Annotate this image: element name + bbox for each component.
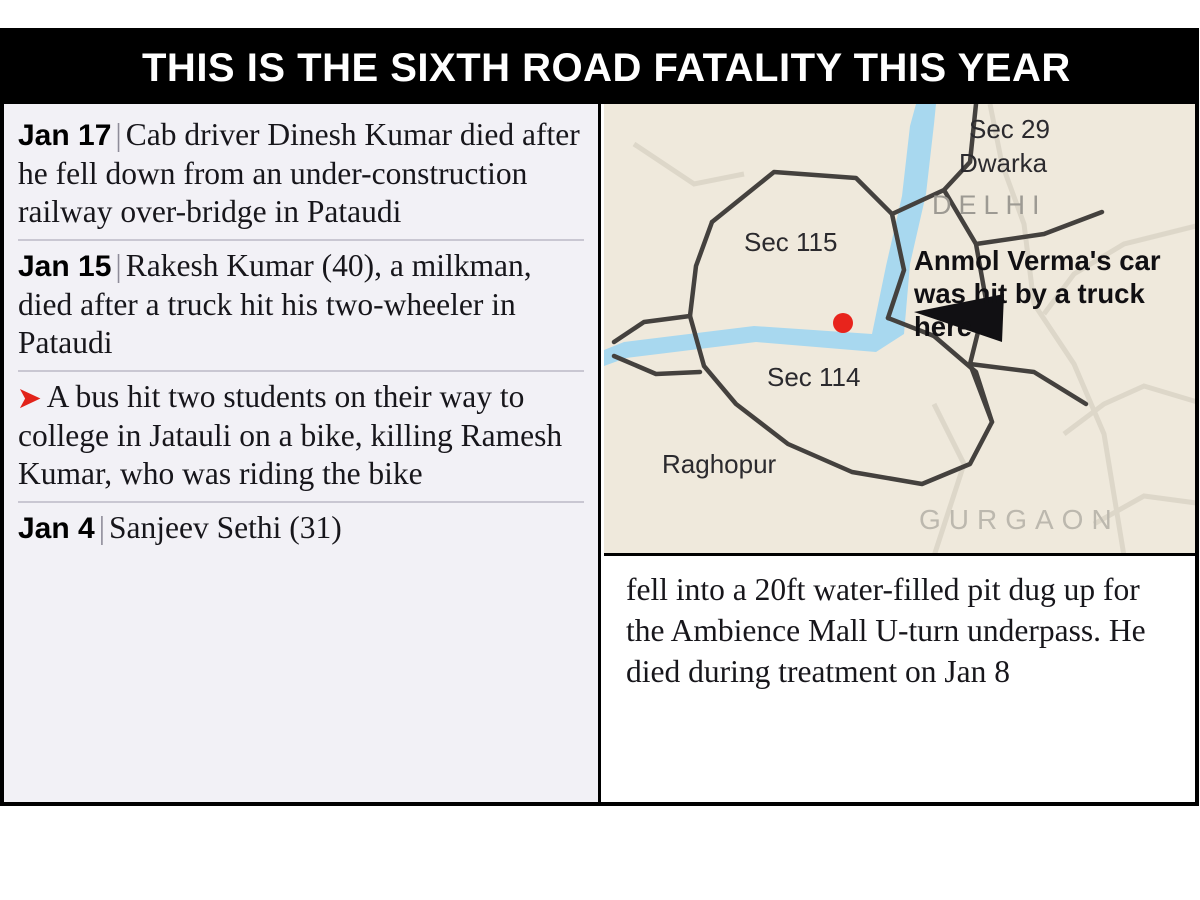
- entry-description: A bus hit two students on their way to college in Jatauli on a bike, killing Ramesh Kumar, who was riding the bike: [18, 379, 563, 491]
- map-label-sec-115: Sec 115: [744, 227, 838, 257]
- body-area: [4, 104, 1195, 802]
- map-label-sec-114: Sec 114: [767, 362, 861, 392]
- map-label-gurgaon: GURGAON: [919, 504, 1120, 535]
- entry-date: Jan 17: [18, 119, 112, 152]
- list-item: [18, 241, 584, 372]
- map-label-raghopur: Raghopur: [662, 449, 777, 479]
- entry-description: Rakesh Kumar (40), a milkman, died after a truck hit his two-wheeler in Pataudi: [18, 248, 532, 360]
- infographic-frame: [0, 28, 1199, 806]
- caption-panel: [604, 559, 1195, 802]
- map-label-sec-29: Sec 29: [969, 114, 1050, 144]
- caption-text: fell into a 20ft water-filled pit dug up for the Ambience Mall U-turn underpass. He died during treatment on Jan 8: [626, 572, 1146, 689]
- location-map: [604, 104, 1195, 556]
- entry-body: [18, 247, 584, 362]
- entry-body: [18, 509, 584, 548]
- list-item: [18, 503, 584, 556]
- map-callout-text: Anmol Verma's car was hit by a truck here: [914, 245, 1161, 342]
- entry-separator: |: [115, 248, 122, 283]
- entry-separator: |: [98, 510, 106, 545]
- list-item: [18, 110, 584, 241]
- entry-body: [18, 378, 584, 493]
- entry-body: [18, 116, 584, 231]
- timeline-column: [4, 104, 601, 802]
- entry-date: Jan 15: [18, 250, 112, 283]
- list-item: [18, 372, 584, 503]
- entry-description: Cab driver Dinesh Kumar died after he fell down from an under-construction railway over-bridge in Pataudi: [18, 117, 580, 229]
- entry-date: Jan 4: [18, 512, 95, 545]
- entry-description: Sanjeev Sethi (31): [109, 510, 342, 545]
- arrow-bullet-icon: ➤: [18, 383, 41, 413]
- header-bar: [4, 32, 1195, 104]
- page-title: THIS IS THE SIXTH ROAD FATALITY THIS YEAR: [142, 46, 1071, 90]
- map-label-delhi: DELHI: [932, 190, 1047, 220]
- incident-marker-icon: [833, 313, 853, 333]
- map-label-dwarka: Dwarka: [959, 148, 1048, 178]
- map-column: [604, 104, 1195, 802]
- entry-separator: |: [115, 117, 122, 152]
